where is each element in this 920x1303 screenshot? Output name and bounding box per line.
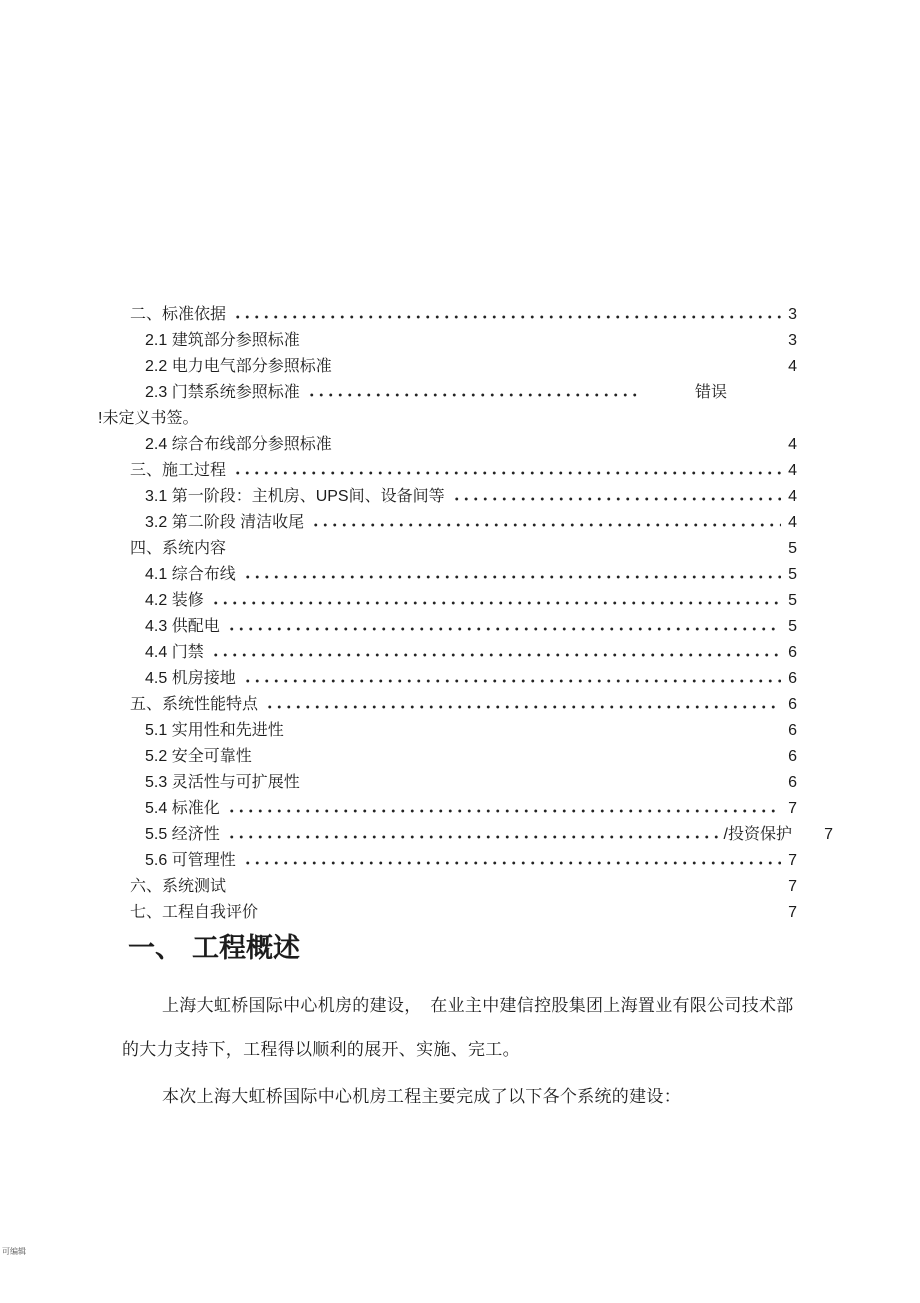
toc-page-number: 4: [788, 488, 797, 505]
dot-leader: [291, 731, 781, 735]
paragraph-line: 本次上海大虹桥国际中心机房工程主要完成了以下各个系统的建设：: [162, 1087, 681, 1106]
dot-leader: [265, 705, 781, 709]
toc-page-number: 3: [788, 332, 797, 349]
dot-leader: [233, 315, 781, 319]
toc-entry-label: 5.4 标准化: [145, 800, 220, 817]
paragraph-line: 的大力支持下，工程得以顺利的展开、实施、完工。: [122, 1040, 520, 1059]
toc-entry[interactable]: [98, 302, 797, 328]
toc-entry[interactable]: [98, 640, 797, 666]
toc-entry-label: 5.1 实用性和先进性: [145, 722, 284, 739]
toc-entry[interactable]: [98, 328, 797, 354]
toc-entry-label: 2.4 综合布线部分参照标准: [145, 436, 332, 453]
toc-entry[interactable]: [98, 562, 797, 588]
dot-leader: [227, 809, 781, 813]
dot-leader: [211, 601, 781, 605]
dot-leader: [452, 497, 781, 501]
toc-page-number: 5: [788, 566, 797, 583]
dot-leader: [307, 393, 642, 397]
toc-page-number: 7: [788, 904, 797, 921]
toc-page-number: 6: [788, 748, 797, 765]
toc-entry-label: 2.2 电力电气部分参照标准: [145, 358, 332, 375]
dot-leader: [311, 523, 781, 527]
toc-page-number: 6: [788, 696, 797, 713]
dot-leader: [233, 471, 781, 475]
toc-entry-label: 三、施工过程: [130, 462, 227, 479]
toc-entry[interactable]: [98, 718, 797, 744]
toc-entry-label: 七、工程自我评价: [130, 904, 259, 921]
toc-entry-label: 五、系统性能特点: [130, 696, 259, 713]
section-heading-number: 一、: [128, 933, 182, 963]
toc-entry-label: 2.1 建筑部分参照标准: [145, 332, 300, 349]
toc-page-number: 4: [788, 462, 797, 479]
dot-leader: [307, 783, 781, 787]
toc-page-number: 7: [788, 800, 797, 817]
toc-entry[interactable]: [98, 900, 797, 926]
toc-page-number: 7: [788, 852, 797, 869]
toc-entry[interactable]: [98, 588, 797, 614]
toc-entry[interactable]: [98, 484, 797, 510]
toc-entry[interactable]: [98, 614, 797, 640]
toc-entry-label: 4.1 综合布线: [145, 566, 236, 583]
dot-leader: [233, 887, 781, 891]
toc-entry[interactable]: [98, 744, 797, 770]
toc-page-number: 6: [788, 722, 797, 739]
dot-leader: [227, 627, 781, 631]
section-heading-title: 工程概述: [192, 933, 300, 963]
toc-entry[interactable]: [98, 510, 797, 536]
paragraph-line: 上海大虹桥国际中心机房的建设， 在业主中建信控股集团上海置业有限公司技术部: [162, 996, 794, 1015]
toc-page-number: 4: [788, 436, 797, 453]
dot-leader: [307, 341, 781, 345]
toc-entry-label: 3.1 第一阶段：主机房、UPS间、设备间等: [145, 488, 445, 505]
toc-page-number: 5: [788, 540, 797, 557]
toc-entry[interactable]: [98, 666, 797, 692]
toc-page-number: 6: [788, 774, 797, 791]
toc-entry-label: 四、系统内容: [130, 540, 227, 557]
toc-entry[interactable]: [98, 796, 797, 822]
toc-page-number: 6: [788, 670, 797, 687]
editable-watermark: 可编辑: [2, 1247, 26, 1256]
toc-entry[interactable]: [98, 354, 797, 380]
toc-entry[interactable]: [98, 874, 797, 900]
toc-overflow-text: !未定义书签。: [98, 410, 199, 427]
dot-leader: [243, 679, 781, 683]
toc-entry-label: 5.6 可管理性: [145, 852, 236, 869]
section-heading: [128, 926, 300, 965]
table-of-contents: [98, 302, 833, 926]
toc-entry[interactable]: [98, 770, 797, 796]
toc-page-number: 错误: [694, 384, 727, 401]
toc-entry[interactable]: [98, 848, 797, 874]
toc-entry-label: 二、标准依据: [130, 306, 227, 323]
toc-entry[interactable]: [98, 458, 797, 484]
dot-leader: [211, 653, 781, 657]
toc-page-number: 4: [788, 358, 797, 375]
dot-leader: [339, 445, 781, 449]
toc-entry[interactable]: [98, 822, 833, 848]
toc-entry-label: 4.4 门禁: [145, 644, 204, 661]
dot-leader: [227, 835, 719, 839]
toc-entry[interactable]: [98, 432, 797, 458]
toc-entry-label: 3.2 第二阶段 清洁收尾: [145, 514, 305, 531]
toc-page-number: 4: [788, 514, 797, 531]
dot-leader: [339, 367, 781, 371]
toc-entry-label: 5.2 安全可靠性: [145, 748, 252, 765]
toc-entry-suffix: /投资保护: [723, 826, 792, 843]
toc-page-number: 6: [788, 644, 797, 661]
dot-leader: [265, 913, 781, 917]
dot-leader: [243, 861, 781, 865]
toc-page-number: 5: [788, 592, 797, 609]
toc-entry-label: 5.5 经济性: [145, 826, 220, 843]
dot-leader: [243, 575, 781, 579]
dot-leader: [259, 757, 781, 761]
toc-entry-label: 4.3 供配电: [145, 618, 220, 635]
toc-entry[interactable]: [98, 536, 797, 562]
toc-entry-label: 4.5 机房接地: [145, 670, 236, 687]
toc-entry-label: 4.2 装修: [145, 592, 204, 609]
toc-page-number: 5: [788, 618, 797, 635]
toc-page-number: 3: [788, 306, 797, 323]
toc-page-number: 7: [824, 826, 833, 843]
toc-entry[interactable]: [98, 692, 797, 718]
toc-entry-label: 5.3 灵活性与可扩展性: [145, 774, 300, 791]
dot-leader: [233, 549, 781, 553]
toc-entry[interactable]: [98, 380, 797, 406]
toc-entry-label: 2.3 门禁系统参照标准: [145, 384, 300, 401]
toc-page-number: 7: [788, 878, 797, 895]
toc-entry-label: 六、系统测试: [130, 878, 227, 895]
